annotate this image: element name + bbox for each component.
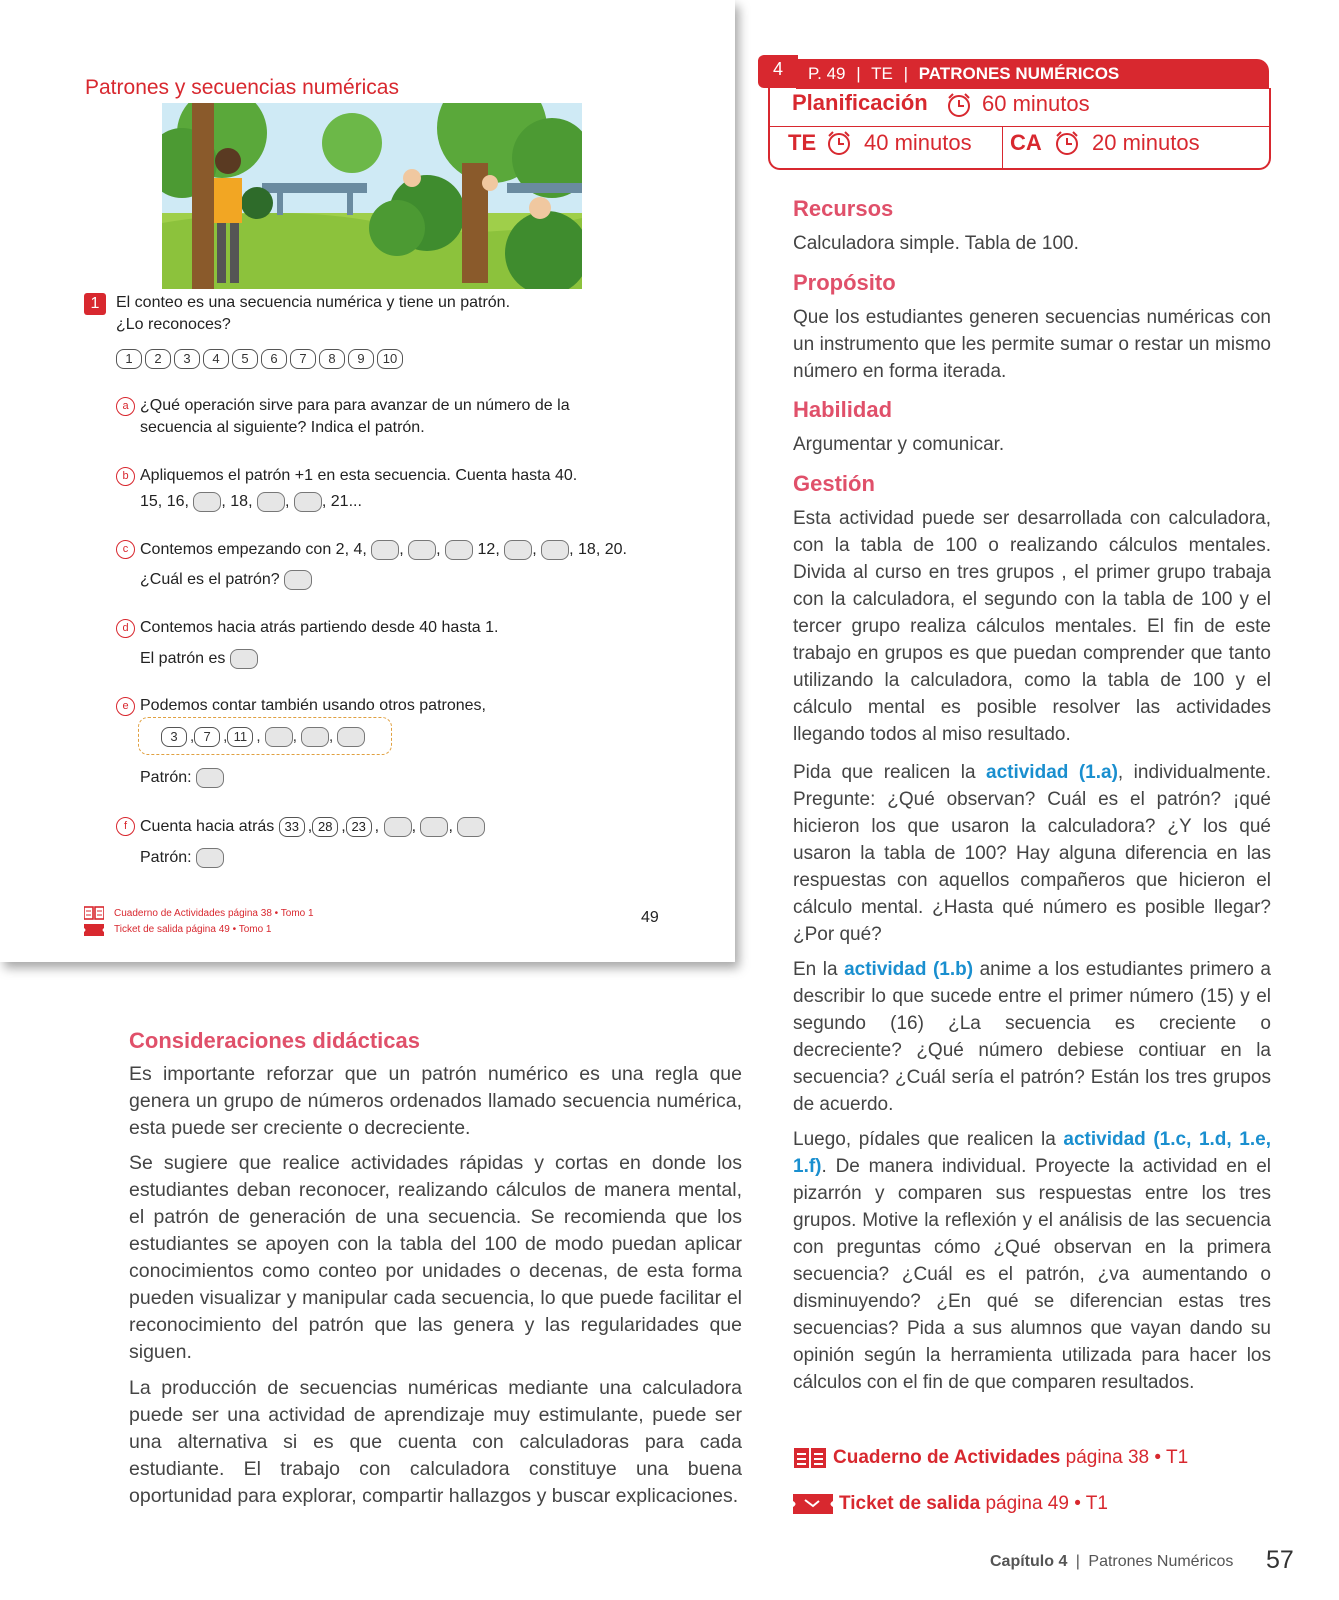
chapter-tab: 4 bbox=[758, 55, 798, 88]
item-e-pattern-label: Patrón: bbox=[140, 769, 192, 787]
answer-blank[interactable] bbox=[504, 540, 532, 560]
answer-blank[interactable] bbox=[196, 848, 224, 868]
cuaderno-reference-page: página 38 • T1 bbox=[1060, 1447, 1189, 1468]
item-d-text-1: Contemos hacia atrás partiendo desde 40 hasta 1. bbox=[140, 619, 499, 636]
header-bar: P. 49 | TE | PATRONES NUMÉRICOS bbox=[796, 59, 1269, 89]
item-a-text-2: secuencia al siguiente? Indica el patrón. bbox=[140, 419, 425, 436]
gestion-heading: Gestión bbox=[793, 471, 875, 496]
student-page-number: 49 bbox=[641, 909, 659, 926]
item-b-seq-part: , 18, bbox=[221, 493, 253, 511]
answer-blank[interactable] bbox=[294, 492, 322, 512]
number-tile: 2 bbox=[145, 349, 171, 369]
habilidad-heading: Habilidad bbox=[793, 397, 893, 422]
gestion-paragraph-3 bbox=[793, 956, 1271, 1118]
item-d-marker: d bbox=[116, 619, 135, 638]
alarm-clock-icon bbox=[946, 92, 972, 123]
number-tile: 23 bbox=[346, 817, 372, 837]
item-c-end: , 18, 20. bbox=[569, 541, 627, 559]
answer-blank[interactable] bbox=[420, 817, 448, 837]
number-tile: 6 bbox=[261, 349, 287, 369]
ca-time: 20 minutos bbox=[1092, 130, 1200, 155]
gestion-paragraph-4 bbox=[793, 1126, 1271, 1396]
page-number: 57 bbox=[1266, 1546, 1294, 1574]
item-b-sequence bbox=[140, 492, 362, 512]
number-tile: 7 bbox=[290, 349, 316, 369]
gestion-p3-start: En la bbox=[793, 959, 845, 980]
item-c-mid: 12, bbox=[477, 541, 500, 559]
gestion-paragraph-1: Esta actividad puede ser desarrollada con calculadora, con la tabla de 100 o realizando cálculos mentales. Divida al curso en tres grupos , el primer grupo trabaja con la calculadora, el segundo con la tabla de 100 y el tercer grupo realiza cálculos mentales. El fin de este trabajo en grupos es que puedan comprender que tanto utilizando la calculadora, como la tabla de 100 y el cálculo mental es posible resolver las actividades llegando todos al miso resultado. bbox=[793, 508, 1271, 745]
item-b-seq-sep: , bbox=[284, 493, 290, 511]
number-tiles-row bbox=[116, 349, 406, 369]
item-e-text-1: Podemos contar también usando otros patrones, bbox=[140, 697, 486, 714]
answer-blank[interactable] bbox=[384, 817, 412, 837]
answer-blank[interactable] bbox=[371, 540, 399, 560]
item-b-seq-end: , 21... bbox=[321, 493, 362, 511]
item-f-pattern-label: Patrón: bbox=[140, 849, 192, 867]
item-f-pattern bbox=[140, 848, 224, 868]
question-1-number: 1 bbox=[84, 293, 106, 315]
activity-link-1b[interactable]: actividad (1.b) bbox=[844, 959, 974, 980]
student-footer-cuaderno: Cuaderno de Actividades página 38 • Tomo 1 bbox=[114, 908, 314, 919]
consideraciones-paragraph-2: Se sugiere que realice actividades rápidas y cortas en donde los estudiantes deban reconocer, realizando cálculos de manera mental, el patrón de generación de una secuencia. Se recomienda que los estudiantes se apoyen con la tabla del 100 de modo puedan aplicar conocimientos como conteo por unidades o decenas, de esta forma pueden visualizar y manipular cada secuencia, lo que puede facilitar el reconocimiento del patrón que las genera y las regularidades que siguen. bbox=[129, 1152, 742, 1363]
answer-blank[interactable] bbox=[337, 727, 365, 747]
number-tile: 10 bbox=[377, 349, 403, 369]
answer-blank[interactable] bbox=[408, 540, 436, 560]
consideraciones-heading: Consideraciones didácticas bbox=[129, 1028, 420, 1053]
item-e-marker: e bbox=[116, 697, 135, 716]
answer-blank[interactable] bbox=[193, 492, 221, 512]
chapter-footer: Capítulo 4 | Patrones Numéricos bbox=[990, 1553, 1234, 1570]
question-1-text: El conteo es una secuencia numérica y tiene un patrón. bbox=[116, 294, 511, 311]
item-d-pattern bbox=[140, 649, 258, 669]
item-c-sequence bbox=[140, 540, 627, 560]
header-page-ref: P. 49 bbox=[808, 64, 846, 83]
number-tile: 1 bbox=[116, 349, 142, 369]
number-tile: 4 bbox=[203, 349, 229, 369]
question-1-text-2: ¿Lo reconoces? bbox=[116, 316, 231, 333]
answer-blank[interactable] bbox=[230, 649, 258, 669]
te-time: 40 minutos bbox=[864, 130, 972, 155]
item-c-sep: , bbox=[399, 541, 404, 559]
ca-label: CA bbox=[1010, 130, 1042, 155]
activity-link-1c-1f[interactable]: actividad (1.c, 1.d, 1.e, 1.f) bbox=[793, 1129, 1271, 1177]
ticket-icon bbox=[793, 1494, 833, 1514]
student-page-title: Patrones y secuencias numéricas bbox=[85, 76, 399, 99]
item-d-text-2: El patrón es bbox=[140, 650, 226, 668]
number-tile: 33 bbox=[279, 817, 305, 837]
number-tile: 5 bbox=[232, 349, 258, 369]
item-c-sep: , bbox=[532, 541, 537, 559]
alarm-clock-icon bbox=[826, 130, 852, 161]
answer-blank[interactable] bbox=[457, 817, 485, 837]
item-f-text: Cuenta hacia atrás bbox=[140, 818, 275, 836]
ticket-reference-title: Ticket de salida bbox=[839, 1493, 981, 1514]
number-tile: 3 bbox=[174, 349, 200, 369]
proposito-heading: Propósito bbox=[793, 270, 896, 295]
alarm-clock-icon bbox=[1054, 130, 1080, 161]
answer-blank[interactable] bbox=[301, 727, 329, 747]
student-book-page bbox=[0, 0, 735, 962]
item-b-seq-start: 15, 16, bbox=[140, 493, 189, 511]
cuaderno-reference-title: Cuaderno de Actividades bbox=[833, 1447, 1061, 1468]
gestion-p2-start: Pida que realicen la bbox=[793, 762, 986, 783]
gestion-p2-rest: , individualmente. Pregunte: ¿Qué observan? Cuál es el patrón? ¡qué hicieron los que usaron la calculadora? ¿Y los qué usaron la tabla de 100? Hay alguna diferencia en las respuestas con aquellos compañeros que hicieron el cálculo mental. ¿Hasta qué número es posible llegar?¿Por qué? bbox=[793, 762, 1271, 945]
item-a-text-1: ¿Qué operación sirve para para avanzar de un número de la bbox=[140, 397, 570, 414]
number-tile: 28 bbox=[312, 817, 338, 837]
planning-label: Planificación bbox=[792, 90, 928, 115]
answer-blank[interactable] bbox=[265, 727, 293, 747]
item-c-text-2: ¿Cuál es el patrón? bbox=[140, 571, 280, 589]
item-b-marker: b bbox=[116, 467, 135, 486]
header-te: TE bbox=[871, 64, 893, 83]
gestion-p3-rest: anime a los estudiantes primero a describir lo que sucede entre el primer número (15) y el segundo (16) ¿La secuencia es creciente o decreciente? ¿Qué número debiese contiuar en la secuencia? ¿Cuál sería el patrón? Están los tres grupos de acuerdo. bbox=[793, 959, 1272, 1115]
ticket-reference-page: página 49 • T1 bbox=[980, 1493, 1108, 1514]
item-f-marker: f bbox=[116, 817, 135, 836]
gestion-paragraph-2 bbox=[793, 759, 1271, 948]
answer-blank[interactable] bbox=[284, 570, 312, 590]
ticket-icon bbox=[84, 923, 104, 935]
consideraciones-paragraph-3: La producción de secuencias numéricas mediante una calculadora puede ser una actividad de aprendizaje muy estimulante, puede ser una alternativa si es que cuenta con calculadoras para cada estudiante. El trabajo con calculadora constituye una buena oportunidad para explorar, compartir hallazgos y buscar explicaciones. bbox=[129, 1377, 742, 1507]
item-e-sequence-box: 3 , 7 , 11 , , , bbox=[138, 717, 392, 755]
recursos-text: Calculadora simple. Tabla de 100. bbox=[793, 233, 1079, 254]
habilidad-text: Argumentar y comunicar. bbox=[793, 434, 1005, 455]
item-f-sequence: Cuenta hacia atrás 33 , 28 , 23 , , , bbox=[140, 817, 485, 837]
te-label: TE bbox=[788, 130, 817, 155]
number-tile: 7 bbox=[194, 727, 220, 747]
chapter-footer-title: Patrones Numéricos bbox=[1088, 1553, 1234, 1570]
header-topic: PATRONES NUMÉRICOS bbox=[918, 64, 1120, 83]
book-icon bbox=[793, 1446, 827, 1470]
cuaderno-reference bbox=[833, 1447, 1188, 1469]
item-b-text-1: Apliquemos el patrón +1 en esta secuencia. Cuenta hasta 40. bbox=[140, 467, 578, 484]
answer-blank[interactable] bbox=[257, 492, 285, 512]
activity-link-1a[interactable]: actividad (1.a) bbox=[986, 762, 1118, 783]
recursos-heading: Recursos bbox=[793, 196, 894, 221]
book-icon bbox=[84, 906, 104, 920]
number-tile: 3 bbox=[161, 727, 187, 747]
consideraciones-paragraph-1: Es importante reforzar que un patrón numérico es una regla que genera un grupo de números ordenados llamado secuencia numérica, esta puede ser creciente o decreciente. bbox=[129, 1063, 742, 1139]
number-tile: 9 bbox=[348, 349, 374, 369]
item-c-question bbox=[140, 570, 312, 590]
proposito-text: Que los estudiantes generen secuencias numéricas con un instrumento que les permite sumar o restar un mismo número en forma iterada. bbox=[793, 307, 1271, 382]
planning-box bbox=[768, 88, 1271, 170]
item-c-text: Contemos empezando con 2, 4, bbox=[140, 541, 367, 559]
gestion-p4-start: Luego, pídales que realicen la bbox=[793, 1129, 1064, 1150]
item-c-marker: c bbox=[116, 540, 135, 559]
student-footer-ticket: Ticket de salida página 49 • Tomo 1 bbox=[114, 924, 272, 935]
gestion-p4-rest: . De manera individual. Proyecte la actividad en el pizarrón y comparen sus respuestas entre los tres grupos. Motive la reflexión y el análisis de las secuencia con preguntas cómo ¿Qué observan en la primera secuencia? ¿Cuál es el patrón, ¿va aumentando o disminuyendo? ¿En qué se diferencian estas tres secuencias? Pida a sus alumnos que vayan dando su opinión según la herramienta utilizada para hacer los cálculos con el fin de que comparen resultados. bbox=[793, 1156, 1271, 1393]
item-a-marker: a bbox=[116, 397, 135, 416]
answer-blank[interactable] bbox=[445, 540, 473, 560]
answer-blank[interactable] bbox=[541, 540, 569, 560]
planning-time: 60 minutos bbox=[982, 91, 1090, 116]
number-tile: 11 bbox=[227, 727, 253, 747]
ticket-reference bbox=[839, 1493, 1108, 1515]
number-tile: 8 bbox=[319, 349, 345, 369]
chapter-footer-label: Capítulo 4 bbox=[990, 1553, 1068, 1570]
answer-blank[interactable] bbox=[196, 768, 224, 788]
item-c-sep: , bbox=[436, 541, 441, 559]
item-e-pattern bbox=[140, 768, 224, 788]
park-illustration bbox=[162, 103, 582, 289]
